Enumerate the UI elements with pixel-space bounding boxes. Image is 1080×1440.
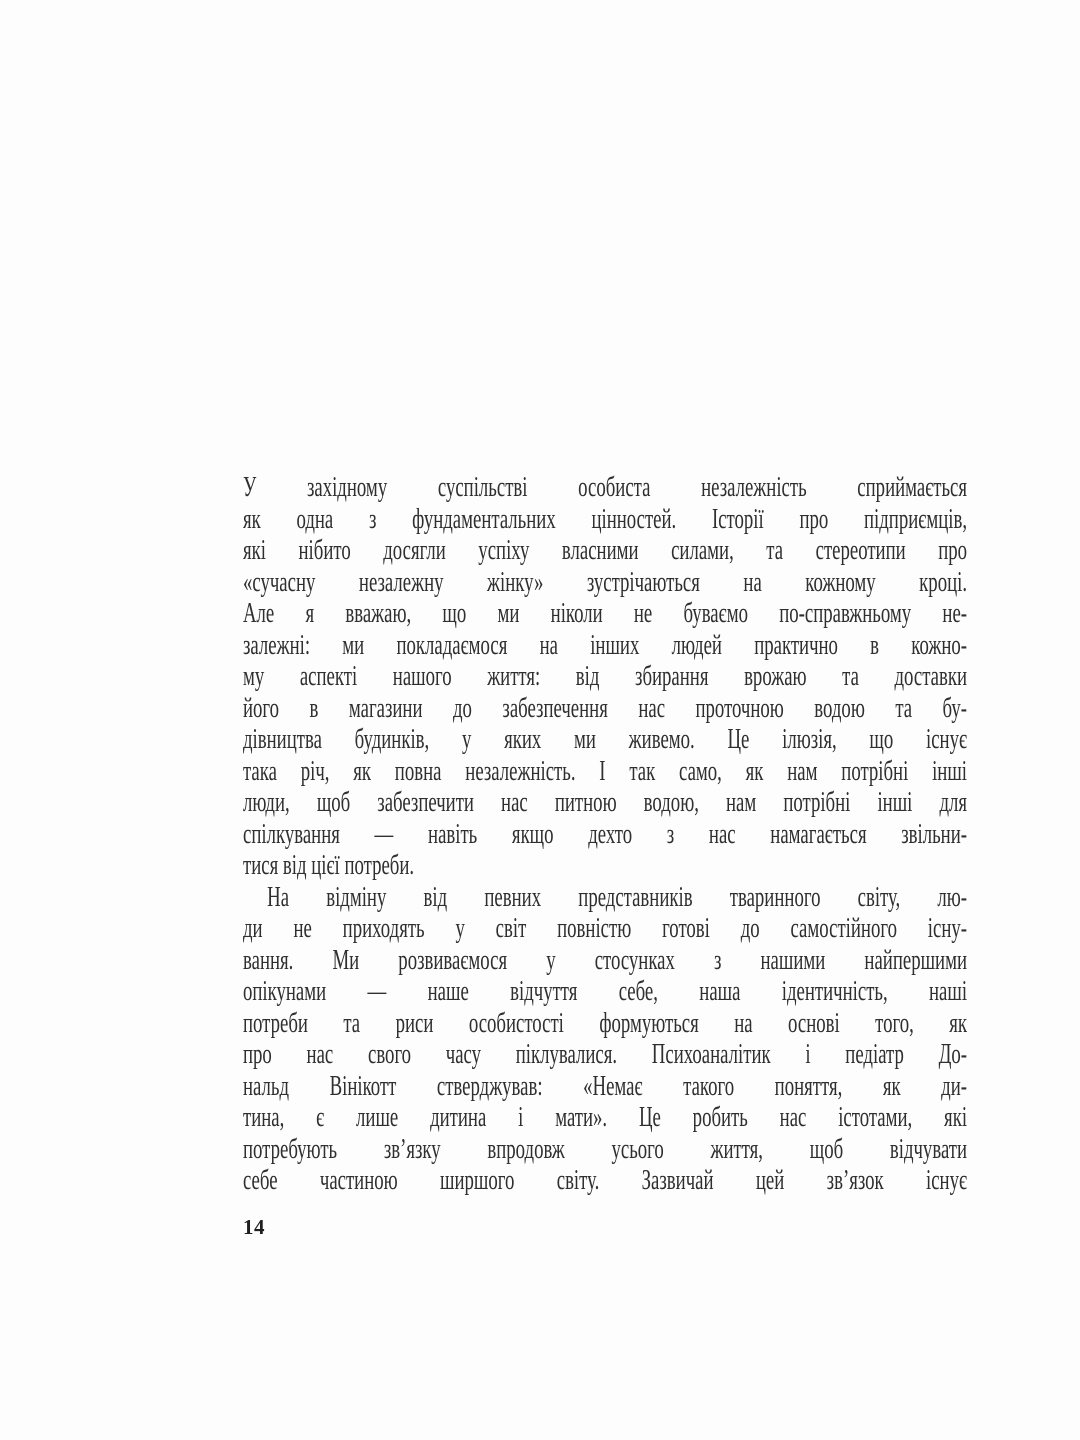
text-line: тина, є лише дитина і мати». Це робить нас істотами, які <box>243 1102 968 1133</box>
body-text-block <box>243 472 967 1197</box>
text-line: його в магазини до забезпечення нас проточною водою та бу- <box>243 692 968 724</box>
text-line: які нібито досягли успіху власними силами, та стереотипи про <box>243 535 968 566</box>
text-line: У західному суспільстві особиста незалежність сприймається <box>243 472 968 503</box>
text-line: як одна з фундаментальних цінностей. Історії про підприємців, <box>243 503 968 535</box>
text-line: спілкування — навіть якщо дехто з нас намагається звільни- <box>243 818 968 850</box>
text-line: Але я вважаю, що ми ніколи не буваємо по-справжньому не- <box>243 598 968 629</box>
text-line: про нас свого часу піклувалися. Психоаналітик і педіатр До- <box>243 1039 968 1070</box>
text-line: На відміну від певних представників тваринного світу, лю- <box>267 881 968 913</box>
text-line: му аспекті нашого життя: від збирання врожаю та доставки <box>243 661 968 692</box>
text-line: потреби та риси особистості формуються на основі того, як <box>243 1007 968 1039</box>
paragraph-2 <box>243 882 967 1197</box>
text-line: опікунами — наше відчуття себе, наша ідентичність, наші <box>243 976 968 1007</box>
text-line: люди, щоб забезпечити нас питною водою, нам потрібні інші для <box>243 787 968 818</box>
text-line: потребують зв’язку впродовж усього життя, щоб відчувати <box>243 1133 968 1165</box>
text-line: така річ, як повна незалежність. І так само, як нам потрібні інші <box>243 755 968 787</box>
text-line: себе частиною ширшого світу. Зазвичай цей зв’язок існує <box>243 1165 968 1196</box>
page-number: 14 <box>243 1215 265 1239</box>
text-line: вання. Ми розвиваємося у стосунках з нашими найпершими <box>243 944 968 976</box>
text-line: тися від цієї потреби. <box>243 850 415 881</box>
text-line: залежні: ми покладаємося на інших людей практично в кожно- <box>243 629 968 661</box>
text-line: ди не приходять у світ повністю готові до самостійного існу- <box>243 913 968 944</box>
text-line: дівництва будинків, у яких ми живемо. Це ілюзія, що існує <box>243 724 968 755</box>
text-line: нальд Вінікотт стверджував: «Немає такого поняття, як ди- <box>243 1070 968 1102</box>
paragraph-1 <box>243 472 967 882</box>
text-line: «сучасну незалежну жінку» зустрічаються на кожному кроці. <box>243 566 968 598</box>
